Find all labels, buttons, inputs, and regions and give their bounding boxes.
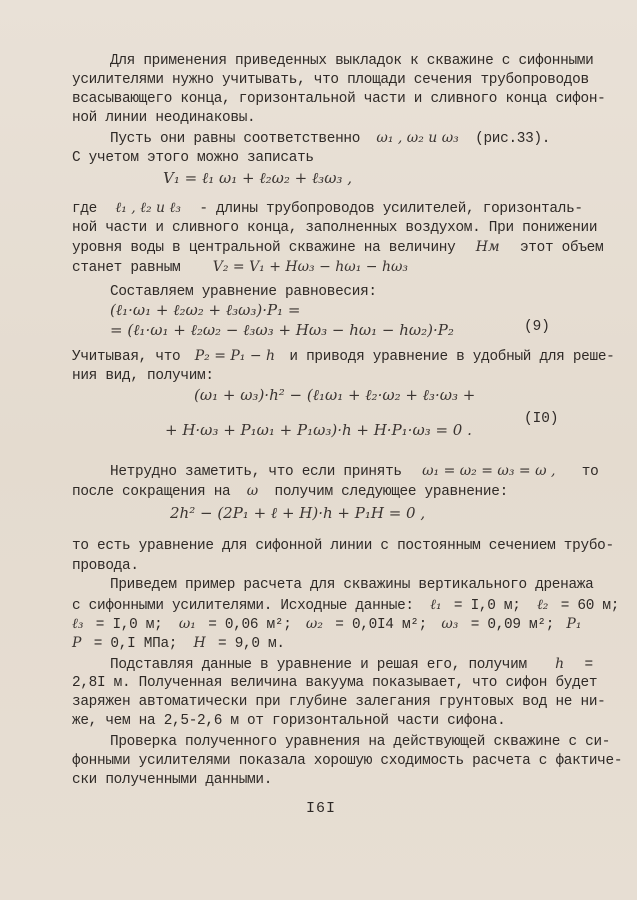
text-segment: = 0,I МПа; bbox=[93, 636, 178, 652]
text-segment: то bbox=[581, 464, 599, 480]
text-segment: станет равным bbox=[72, 260, 181, 276]
text-line: Для применения приведенных выкладок к скважине с сифонными bbox=[110, 53, 594, 69]
text-segment: уровня воды в центральной скважине на величину bbox=[72, 240, 456, 256]
text-line bbox=[110, 655, 593, 674]
text-line: ной части и сливного конца, заполненных воздухом. При понижении bbox=[72, 220, 598, 236]
inline-math: ω₁ , ω₂ и ω₃ bbox=[376, 130, 459, 146]
text-line: заряжен автоматически при глубине залегания грунтовых вод не ни- bbox=[72, 694, 606, 710]
equation-10-line2: + H·ω₃ + P₁ω₁ + P₁ω₃)·h + H·P₁·ω₃ = 0 . bbox=[165, 421, 472, 439]
equation-10-line1: (ω₁ + ω₃)·h² − (ℓ₁ω₁ + ℓ₂·ω₂ + ℓ₃·ω₃ + bbox=[194, 386, 476, 404]
text-segment: = 0,09 м²; bbox=[470, 617, 555, 633]
text-line bbox=[72, 258, 408, 277]
text-line: же, чем на 2,5-2,6 м от горизонтальной части сифона. bbox=[72, 713, 506, 729]
text-segment: после сокращения на bbox=[72, 484, 231, 500]
inline-math: h bbox=[555, 656, 565, 672]
text-line: фонными усилителями показала хорошую сходимость расчета с фактиче- bbox=[72, 753, 623, 769]
text-line: Приведем пример расчета для скважины вертикального дренажа bbox=[110, 577, 594, 593]
text-line: С учетом этого можно записать bbox=[72, 150, 314, 166]
text-segment: = bbox=[584, 657, 593, 673]
text-line: то есть уравнение для сифонной линии с постоянным сечением трубо- bbox=[72, 538, 614, 554]
text-line bbox=[72, 482, 508, 501]
inline-math: ω₁ bbox=[178, 616, 196, 632]
equation-number-10: (I0) bbox=[524, 411, 559, 427]
page-number: I6I bbox=[306, 800, 337, 817]
inline-math: ω bbox=[246, 483, 259, 499]
text-line: всасывающего конца, горизонтальной части и сливного конца сифон- bbox=[72, 91, 606, 107]
inline-math: P bbox=[72, 635, 82, 651]
text-line bbox=[72, 596, 619, 615]
text-segment: этот объем bbox=[519, 240, 604, 256]
text-segment: с сифонными усилителями. Исходные данные: bbox=[72, 598, 414, 614]
text-segment: = I,0 м; bbox=[95, 617, 163, 633]
text-line bbox=[72, 615, 581, 634]
inline-math: P₁ bbox=[566, 616, 582, 632]
text-line bbox=[72, 347, 615, 366]
inline-math: V₂ = V₁ + Hω₃ − hω₁ − hω₃ bbox=[212, 259, 409, 275]
inline-math: ℓ₂ bbox=[536, 597, 549, 613]
text-line: ски полученными данными. bbox=[72, 772, 273, 788]
text-segment: Учитывая, что bbox=[72, 349, 181, 365]
inline-math: P₂ = P₁ − h bbox=[194, 348, 276, 364]
text-line bbox=[72, 238, 603, 257]
text-line: Составляем уравнение равновесия: bbox=[110, 284, 377, 300]
inline-math: ω₁ = ω₂ = ω₃ = ω , bbox=[422, 463, 556, 479]
text-line: ной линии неодинаковы. bbox=[72, 110, 256, 126]
text-line bbox=[110, 129, 550, 148]
text-line bbox=[110, 462, 598, 481]
text-line: Проверка полученного уравнения на действующей скважине с си- bbox=[110, 734, 611, 750]
text-segment: = I,0 м; bbox=[453, 598, 521, 614]
equation-9-line2: = (ℓ₁·ω₁ + ℓ₂ω₂ − ℓ₃ω₃ + Hω₃ − hω₁ − hω₂)·P₂ bbox=[110, 321, 454, 339]
inline-math: ω₂ bbox=[305, 616, 323, 632]
inline-math: ℓ₁ bbox=[430, 597, 442, 613]
text-segment: = 0,06 м²; bbox=[208, 617, 292, 633]
text-line: 2,8I м. Полученная величина вакуума показывает, что сифон будет bbox=[72, 675, 598, 691]
text-segment: - длины трубопроводов усилителей, горизонталь- bbox=[199, 201, 583, 217]
inline-math: Hм bbox=[475, 239, 500, 255]
equation-9-line1: (ℓ₁·ω₁ + ℓ₂ω₂ + ℓ₃ω₃)·P₁ = bbox=[110, 301, 301, 319]
text-segment: = 0,0I4 м²; bbox=[335, 617, 427, 633]
inline-math: H bbox=[193, 635, 206, 651]
text-segment: (рис.33). bbox=[475, 131, 551, 147]
text-line: ния вид, получим: bbox=[72, 368, 214, 384]
text-segment: = 9,0 м. bbox=[218, 636, 285, 652]
text-segment: Нетрудно заметить, что если принять bbox=[110, 464, 402, 480]
inline-math: ℓ₁ , ℓ₂ и ℓ₃ bbox=[115, 200, 181, 216]
equation-number-9: (9) bbox=[524, 319, 550, 335]
equation-v1: V₁ = ℓ₁ ω₁ + ℓ₂ω₂ + ℓ₃ω₃ , bbox=[163, 169, 352, 187]
text-line bbox=[72, 634, 285, 653]
text-line: усилителями нужно учитывать, что площади сечения трубопроводов bbox=[72, 72, 589, 88]
text-segment: где bbox=[72, 201, 98, 217]
text-segment: Пусть они равны соответственно bbox=[110, 131, 361, 147]
text-line: провода. bbox=[72, 558, 139, 574]
inline-math: ℓ₃ bbox=[72, 616, 84, 632]
text-segment: получим следующее уравнение: bbox=[274, 484, 508, 500]
equation-final: 2h² − (2P₁ + ℓ + H)·h + P₁H = 0 , bbox=[170, 504, 426, 522]
inline-math: ω₃ bbox=[441, 616, 459, 632]
text-segment: = 60 м; bbox=[560, 598, 620, 614]
text-segment: и приводя уравнение в удобный для реше- bbox=[289, 349, 615, 365]
text-segment: Подставляя данные в уравнение и решая его, получим bbox=[110, 657, 527, 673]
text-line bbox=[72, 199, 583, 218]
